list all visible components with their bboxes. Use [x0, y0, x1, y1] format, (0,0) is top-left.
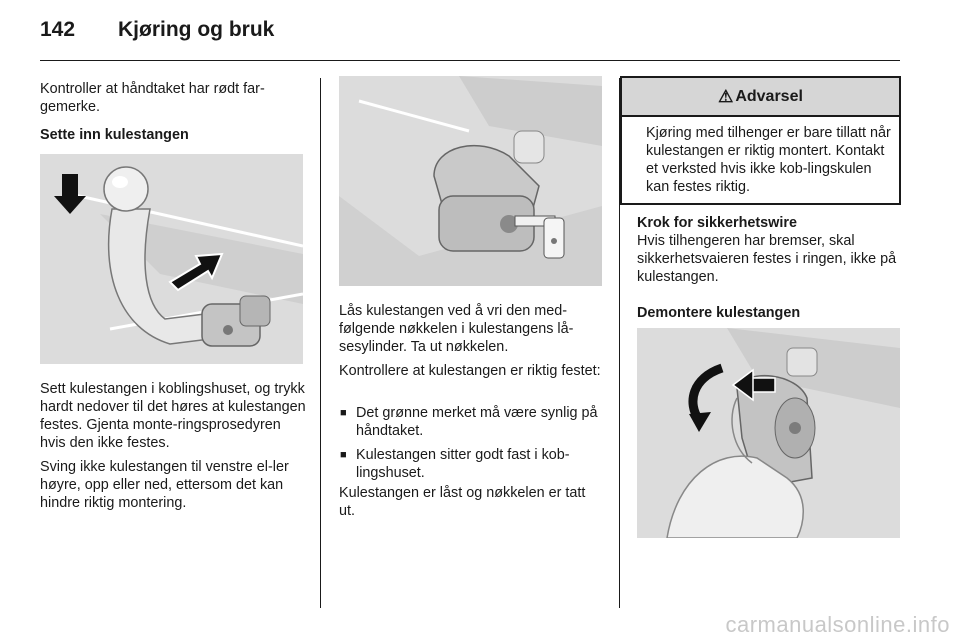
col1-intro: Kontroller at håndtaket har rødt far-gemerke. [40, 81, 265, 115]
watermark: carmanualsonline.info [725, 612, 950, 637]
warning-header [622, 78, 899, 117]
col2-paragraph-2: Kontrollere at kulestangen er riktig festet: [339, 363, 601, 379]
checklist [339, 404, 605, 488]
warning-text: Kjøring med tilhenger er bare tillatt når kulestangen er riktig montert. Kontakt et verksted hvis ikke kob-lingskulen kan festes riktig. [646, 125, 891, 195]
page-header [40, 18, 274, 48]
page-number: 142 [40, 18, 76, 41]
chapter-title: Kjøring og bruk [118, 18, 275, 41]
warning-title: Advarsel [735, 87, 803, 105]
header-rule [40, 60, 900, 61]
col3-heading-1: Krok for sikkerhetswire [637, 215, 797, 231]
col1-paragraph-2: Sving ikke kulestangen til venstre el-ler høyre, opp eller ned, ettersom det kan hindre riktig montering. [40, 459, 289, 511]
col1-heading: Sette inn kulestangen [40, 127, 189, 143]
col3-paragraph-1: Hvis tilhengeren har bremser, skal sikkerhetsvaieren festes i ringen, ikke på kulestangen. [637, 233, 897, 285]
figure-insert-towbar [40, 154, 303, 364]
warning-box [620, 76, 901, 205]
col2-paragraph-1: Lås kulestangen ved å vri den med-følgende nøkkelen i kulestangens lå-sesylinder. Ta ut nøkkelen. [339, 303, 574, 355]
col3-heading-2: Demontere kulestangen [637, 305, 801, 321]
list-item: ■ Det grønne merket må være synlig på håndtaket. [339, 404, 605, 440]
figure-lock-key [339, 76, 602, 286]
figure-remove-towbar [637, 328, 900, 538]
list-item: ■ Kulestangen sitter godt fast i kob-lingshuset. [339, 446, 605, 482]
column-divider-1 [320, 78, 321, 608]
col1-paragraph-1: Sett kulestangen i koblingshuset, og trykk hardt nedover til det høres at kulestangen festes. Gjenta monte-ringsprosedyren hvis den ikke festes. [40, 381, 306, 451]
col2-paragraph-3: Kulestangen er låst og nøkkelen er tatt ut. [339, 485, 586, 519]
warning-triangle-icon: ⚠ [718, 86, 734, 106]
